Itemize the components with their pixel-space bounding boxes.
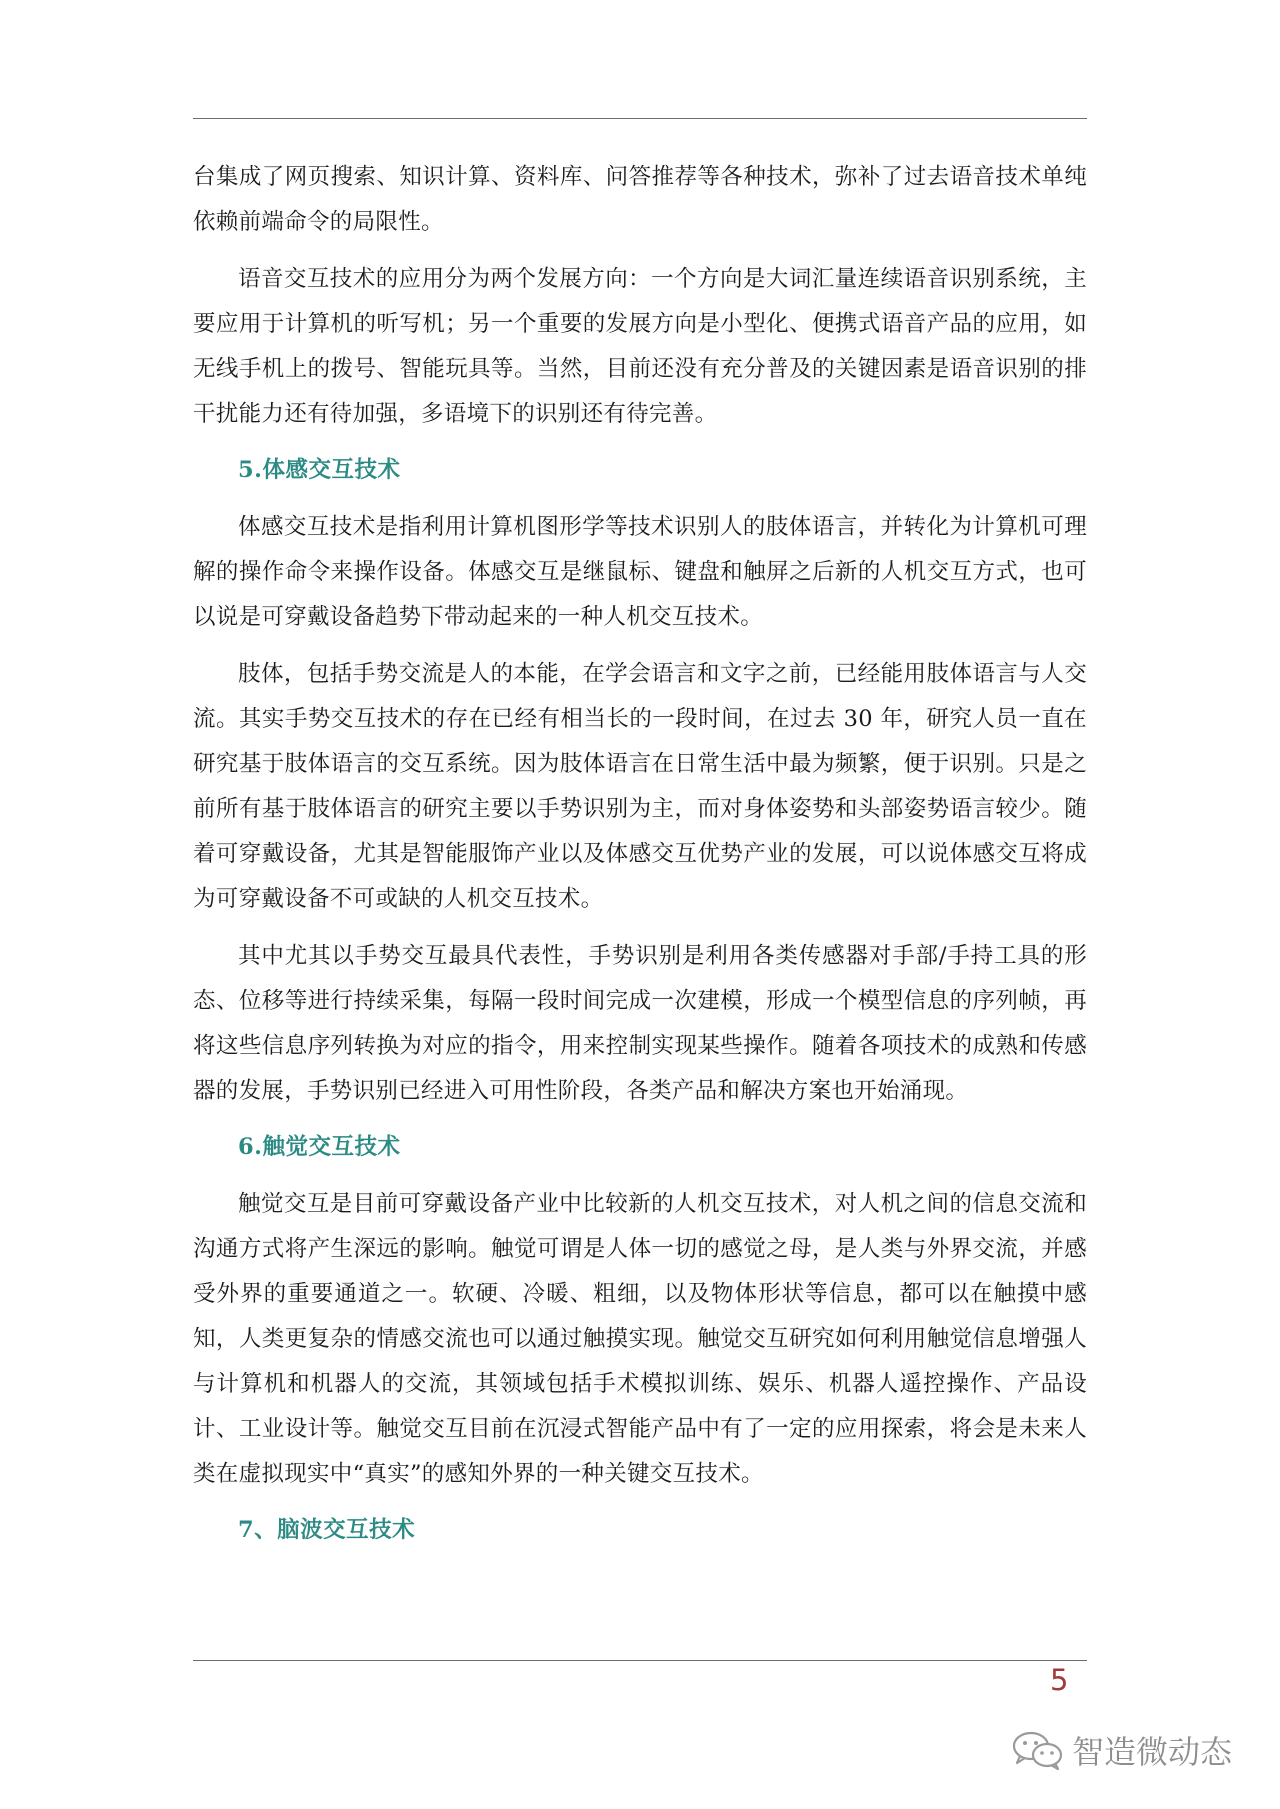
section-heading-5: 5.体感交互技术	[238, 457, 401, 483]
paragraph-4: 肢体，包括手势交流是人的本能，在学会语言和文字之前，已经能用肢体语言与人交流。其实手势交互技术的存在已经有相当长的一段时间，在过去 30 年，研究人员一直在研究基于肢体语言的交互系统。因为肢体语言在日常生活中最为频繁，便于识别。只是之前所有基于肢体语言的研究主要以手势识别为主，而对身体姿势和头部姿势语言较少。随着可穿戴设备，尤其是智能服饰产业以及体感交互优势产业的发展，可以说体感交互将成为可穿戴设备不可或缺的人机交互技术。	[193, 661, 1087, 912]
watermark-text: 智造微动态	[1072, 1733, 1233, 1771]
paragraph-5: 其中尤其以手势交互最具代表性，手势识别是利用各类传感器对手部/手持工具的形态、位移等进行持续采集，每隔一段时间完成一次建模，形成一个模型信息的序列帧，再将这些信息序列转换为对应的指令，用来控制实现某些操作。随着各项技术的成熟和传感器的发展，手势识别已经进入可用性阶段，各类产品和解决方案也开始涌现。	[193, 943, 1087, 1104]
paragraph-2: 语音交互技术的应用分为两个发展方向：一个方向是大词汇量连续语音识别系统，主要应用于计算机的听写机；另一个重要的发展方向是小型化、便携式语音产品的应用，如无线手机上的拨号、智能玩具等。当然，目前还没有充分普及的关键因素是语音识别的排干扰能力还有待加强，多语境下的识别还有待完善。	[193, 266, 1087, 427]
paragraph-6: 触觉交互是目前可穿戴设备产业中比较新的人机交互技术，对人机之间的信息交流和沟通方式将产生深远的影响。触觉可谓是人体一切的感觉之母，是人类与外界交流，并感受外界的重要通道之一。软硬、冷暖、粗细，以及物体形状等信息，都可以在触摸中感知，人类更复杂的情感交流也可以通过触摸实现。触觉交互研究如何利用触觉信息增强人与计算机和机器人的交流，其领域包括手术模拟训练、娱乐、机器人遥控操作、产品设计、工业设计等。触觉交互目前在沉浸式智能产品中有了一定的应用探索，将会是未来人类在虚拟现实中“真实”的感知外界的一种关键交互技术。	[193, 1191, 1087, 1487]
section-heading-7: 7、脑波交互技术	[238, 1517, 416, 1543]
header-rule	[193, 118, 1087, 119]
watermark	[1010, 1727, 1232, 1773]
wechat-icon	[1010, 1729, 1066, 1771]
paragraph-3: 体感交互技术是指利用计算机图形学等技术识别人的肢体语言，并转化为计算机可理解的操作命令来操作设备。体感交互是继鼠标、键盘和触屏之后新的人机交互方式，也可以说是可穿戴设备趋势下带动起来的一种人机交互技术。	[193, 514, 1087, 630]
page-number: 5	[1050, 1663, 1069, 1697]
footer-rule	[193, 1660, 1087, 1661]
section-heading-6: 6.触觉交互技术	[238, 1134, 401, 1160]
page-body	[193, 155, 1087, 1565]
paragraph-1: 台集成了网页搜索、知识计算、资料库、问答推荐等各种技术，弥补了过去语音技术单纯依赖前端命令的局限性。	[193, 164, 1087, 235]
